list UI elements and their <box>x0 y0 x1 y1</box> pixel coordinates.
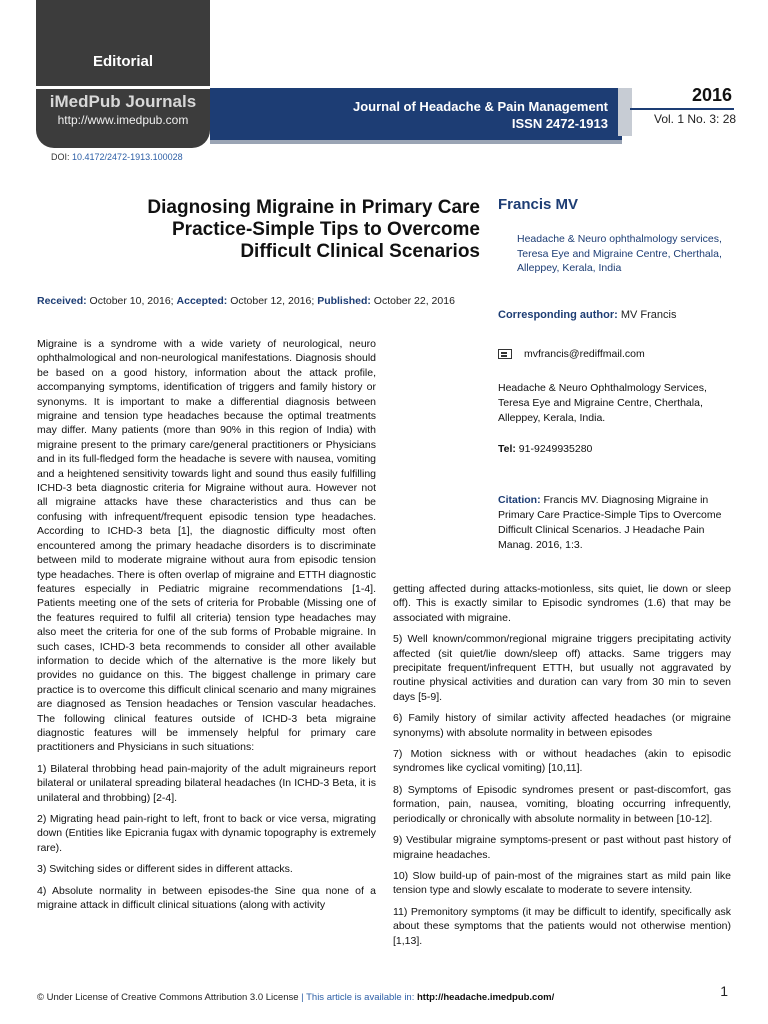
citation-label: Citation: <box>498 494 541 506</box>
doi-link[interactable]: 10.4172/2472-1913.100028 <box>72 152 183 162</box>
journal-banner <box>210 88 622 144</box>
email-address[interactable]: mvfrancis@rediffmail.com <box>524 348 645 360</box>
article-title: Diagnosing Migraine in Primary Care Practice-Simple Tips to Overcome Difficult Clinical Scenarios <box>147 197 480 262</box>
author-name: Francis MV <box>498 196 579 213</box>
doi <box>51 152 183 162</box>
journal-name: Journal of Headache & Pain Management <box>352 99 608 114</box>
footer-separator: | <box>298 992 307 1003</box>
body-paragraph: getting affected during attacks-motionless, sits quiet, lie down or sleep off). This is exactly similar to Episodic syndromes (1.6) that may be associated with migraine. <box>393 583 731 624</box>
body-paragraph: 2) Migrating head pain-right to left, front to back or vice versa, migrating down (Entities like Epicrania fugax with dynamic topography is extremely rare). <box>37 813 376 854</box>
published-label: Published: <box>317 295 371 307</box>
publisher-name: iMedPub Journals <box>49 92 197 111</box>
journal-volume: Vol. 1 No. 3: 28 <box>654 112 737 126</box>
tel-number: 91-9249935280 <box>515 443 593 455</box>
tel-label: Tel: <box>498 443 516 455</box>
author-affiliation: Headache & Neuro ophthalmology services, Teresa Eye and Migraine Centre, Cherthala, Alleppey, Kerala, India <box>517 233 722 274</box>
published-date: October 22, 2016 <box>370 295 455 307</box>
telephone <box>498 443 592 455</box>
email-icon <box>498 349 512 359</box>
email-row <box>498 348 645 360</box>
banner-edge <box>618 88 632 136</box>
corresponding-name: MV Francis <box>617 309 677 321</box>
article-dates <box>37 295 455 307</box>
section-label: Editorial <box>92 53 153 70</box>
publisher-divider <box>36 86 210 89</box>
body-paragraph: 8) Symptoms of Episodic syndromes present or past-discomfort, gas formation, pain, nausea, vomiting, bloating occurring infrequently, periodically or chronically with absolute normality in between [10-12]. <box>393 783 731 825</box>
journal-year: 2016 <box>691 85 732 105</box>
citation <box>498 493 738 553</box>
accepted-label: Accepted: <box>176 295 228 307</box>
received-label: Received: <box>37 295 87 307</box>
availability-text: This article is available in: <box>306 992 417 1003</box>
body-paragraph: 9) Vestibular migraine symptoms-present or past without past history of migraine headaches. <box>393 834 731 861</box>
body-paragraph: 4) Absolute normality in between episodes-the Sine qua none of a migraine attack in difficult clinical situations (along with activity <box>37 884 376 912</box>
body-paragraph: 7) Motion sickness with or without headaches (akin to episodic syndromes like cyclical vomiting) [10,11]. <box>393 748 731 775</box>
corresponding-label: Corresponding author: <box>498 309 618 321</box>
accepted-date: October 12, 2016; <box>227 295 318 307</box>
year-divider <box>630 108 734 110</box>
body-paragraph: 10) Slow build-up of pain-most of the migraines start as mild pain like tension type and slowly escalate to moderate to severe intensity. <box>393 869 731 897</box>
body-paragraph: 6) Family history of similar activity affected headaches (or migraine synonyms) with absolute normality in between episodes <box>393 712 731 739</box>
page-number: 1 <box>720 983 728 999</box>
body-column-right <box>393 582 731 955</box>
body-paragraph: 1) Bilateral throbbing head pain-majority of the adult migraineurs report bilateral or unilateral spreading bilateral headaches (In ICHD-3 Beta, it is unilateral and throbbing) [2-4]. <box>37 762 376 804</box>
publisher-url[interactable]: http://www.imedpub.com <box>57 113 189 127</box>
footer-url[interactable]: http://headache.imedpub.com/ <box>417 992 555 1003</box>
body-paragraph: 11) Premonitory symptoms (it may be difficult to identify, specifically ask about these symptoms that the patients would not otherwise mention) [1,13]. <box>393 905 731 947</box>
license-text: © Under License of Creative Commons Attribution 3.0 License <box>37 992 299 1003</box>
body-paragraph: 3) Switching sides or different sides in different attacks. <box>37 863 293 876</box>
corresponding-author <box>498 309 676 321</box>
page-footer <box>37 992 554 1003</box>
journal-issn: ISSN 2472-1913 <box>511 116 608 131</box>
body-paragraph: 5) Well known/common/regional migraine triggers precipitating activity affected (sit quiet/lie down/sleep off) attacks. Same triggers may precipitate frequent/infrequent ETTH, but usually not aggravated by routine physical activities and duration can vary from 30 min to seven days [5-9]. <box>393 633 731 703</box>
body-column-left <box>37 337 376 919</box>
received-date: October 10, 2016; <box>86 295 177 307</box>
citation-text: Francis MV. Diagnosing Migraine in Primary Care Practice-Simple Tips to Overcome Difficult Clinical Scenarios. J Headache Pain Manag. 2016, 1:3. <box>498 494 722 551</box>
postal-address: Headache & Neuro Ophthalmology Services, Teresa Eye and Migraine Centre, Cherthala, Alleppey, Kerala, India. <box>498 382 707 424</box>
body-paragraph: Migraine is a syndrome with a wide variety of neurological, neuro ophthalmological and non-neurological manifestations. Diagnosis should be based on a good history, information about the attack profile, accompanying symptoms, identification of triggers and family history or synonyms. It is important to make a differential diagnosis between migraine and tension type headaches because the optimal treatments may differ. Many patients (more than 90% in this region of India) with migraine present to the primary care/general practitioners or Physicians and in its full-fledged form the headache is severe with nausea, vomiting and a heightened sensitivity towards light and sound thus easily fulfilling ICHD-3 beta diagnostic criteria for Migraine without aura. However not all migraine attacks have these characteristics and thus can be confusing with infrequent/frequent episodic tension type headaches. According to ICHD-3 beta [1], the diagnostic difficulty most often encountered among the primary headache disorders is to discriminate between mild to moderate migraine without aura from episodic tension type headaches. There is often overlap of migraine and ETTH diagnostic features especially in Pediatric migraine recommendations [1-4]. Patients meeting one of the sets of criteria for Probable (Missing one of the features required to fulfil all criteria) tension type headaches may also meet the criteria for one of the sub forms of Probable migraine. In such cases, ICHD-3 beta recommends to consider all other available information to decide which of the alternative is the more likely but provides no guidance on this. The biggest challenge in primary care practice is to overcome this difficult clinical scenario and many migraines are diagnosed as Tension headaches or Tension vascular headaches. The following clinical features outside of ICHD-3 beta migraine diagnostic features will be immensely helpful for primary care practitioners and Physicians in such situations: <box>37 338 376 754</box>
publisher-box <box>36 0 210 148</box>
doi-label: DOI: <box>51 152 73 162</box>
